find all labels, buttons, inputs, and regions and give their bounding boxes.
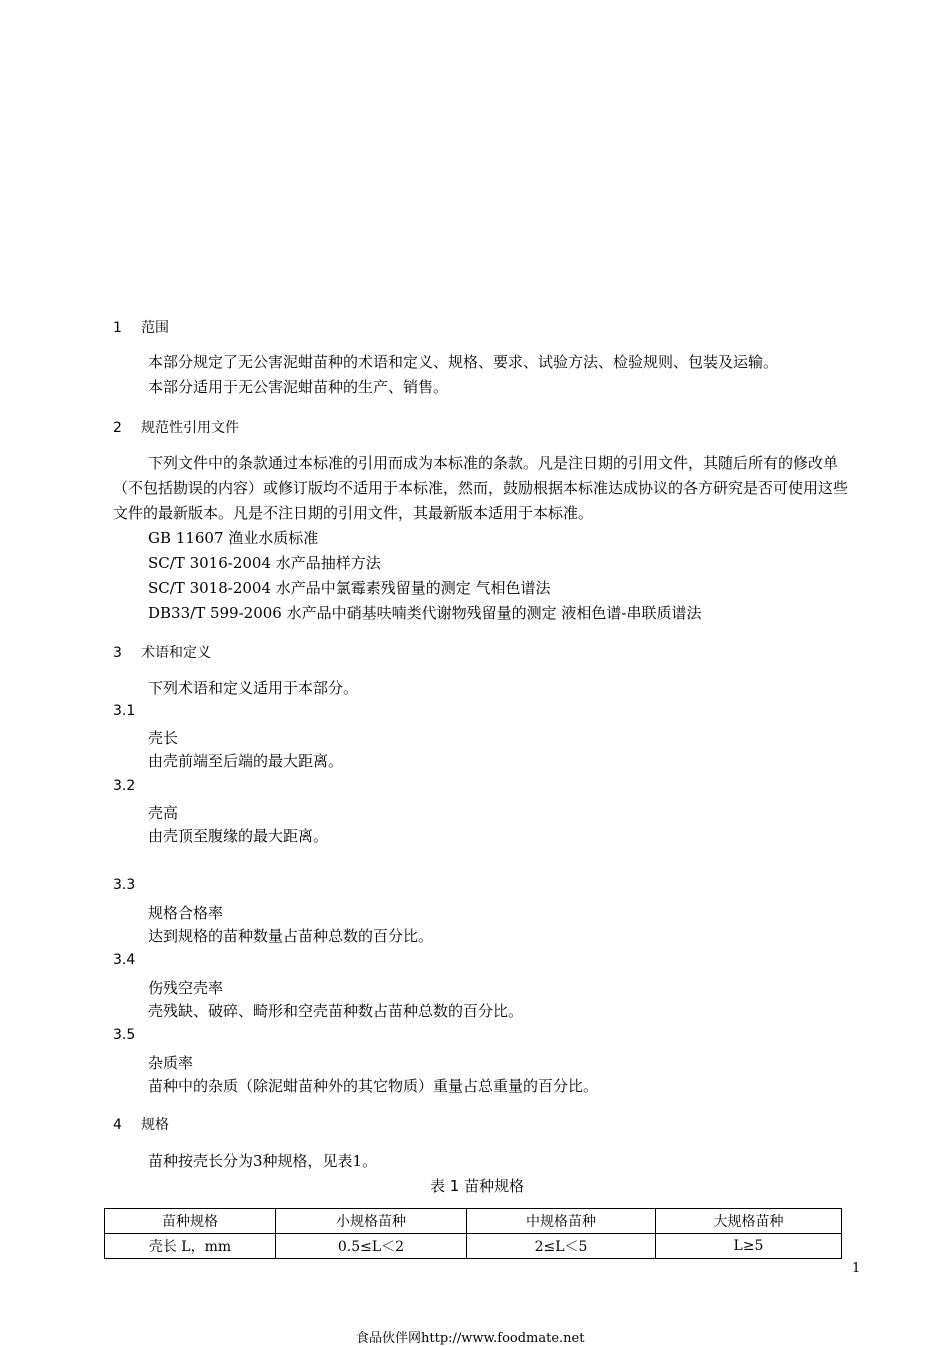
term-name: 杂质率 xyxy=(148,1054,194,1072)
term-name: 壳长 xyxy=(148,729,179,747)
term-name: 伤残空壳率 xyxy=(148,979,224,997)
spec-table xyxy=(104,1208,842,1259)
term-name: 规格合格率 xyxy=(148,904,224,922)
page-number: 1 xyxy=(852,1261,861,1276)
footer-source: 食品伙伴网http://www.foodmate.net xyxy=(356,1331,585,1346)
table-header-cell: 小规格苗种 xyxy=(276,1209,467,1234)
table-header-cell: 大规格苗种 xyxy=(656,1209,842,1234)
scope-paragraph-1: 本部分规定了无公害泥蚶苗种的术语和定义、规格、要求、试验方法、检验规则、包装及运输。 xyxy=(148,353,779,371)
section-number: 4 xyxy=(113,1117,122,1133)
table-header-row xyxy=(105,1209,842,1234)
table-header-cell: 中规格苗种 xyxy=(467,1209,656,1234)
term-definition: 壳残缺、破碎、畸形和空壳苗种数占苗种总数的百分比。 xyxy=(148,1002,524,1020)
definitions-intro: 下列术语和定义适用于本部分。 xyxy=(148,679,359,697)
section-number: 3 xyxy=(113,645,122,661)
spec-intro: 苗种按壳长分为3种规格，见表1。 xyxy=(148,1152,378,1170)
section-3-heading xyxy=(113,642,211,662)
table-header-cell: 苗种规格 xyxy=(105,1209,276,1234)
table-cell: 2≤L＜5 xyxy=(467,1234,656,1259)
term-number: 3.5 xyxy=(113,1027,136,1043)
normative-references-paragraph xyxy=(113,451,861,526)
table-row xyxy=(105,1234,842,1259)
term-name: 壳高 xyxy=(148,804,179,822)
section-number: 2 xyxy=(113,420,122,436)
term-definition: 苗种中的杂质（除泥蚶苗种外的其它物质）重量占总重量的百分比。 xyxy=(148,1077,599,1095)
section-1-heading xyxy=(113,317,169,337)
term-number: 3.2 xyxy=(113,778,136,794)
table-cell: L≥5 xyxy=(656,1234,842,1259)
paragraph-text: 下列文件中的条款通过本标准的引用而成为本标准的条款。凡是注日期的引用文件，其随后所有的修改单（不包括勘误的内容）或修订版均不适用于本标准，然而，鼓励根据本标准达成协议的各方研究是否可使用这些文件的最新版本。凡是不注日期的引用文件，其最新版本适用于本标准。 xyxy=(113,454,849,522)
table-cell: 壳长 L，mm xyxy=(105,1234,276,1259)
reference-item: GB 11607 渔业水质标准 xyxy=(148,529,319,547)
term-definition: 由壳顶至腹缘的最大距离。 xyxy=(148,827,329,845)
section-2-heading xyxy=(113,417,239,437)
term-definition: 由壳前端至后端的最大距离。 xyxy=(148,752,344,770)
section-title: 术语和定义 xyxy=(141,645,211,661)
term-number: 3.4 xyxy=(113,952,136,968)
scope-paragraph-2: 本部分适用于无公害泥蚶苗种的生产、销售。 xyxy=(148,378,449,396)
term-number: 3.3 xyxy=(113,877,136,893)
section-title: 规范性引用文件 xyxy=(141,420,239,436)
reference-item: DB33/T 599-2006 水产品中硝基呋喃类代谢物残留量的测定 液相色谱-串联质谱法 xyxy=(148,604,702,622)
section-title: 范围 xyxy=(141,320,169,336)
reference-item: SC/T 3016-2004 水产品抽样方法 xyxy=(148,554,381,572)
term-number: 3.1 xyxy=(113,703,136,719)
section-number: 1 xyxy=(113,320,122,336)
term-definition: 达到规格的苗种数量占苗种总数的百分比。 xyxy=(148,927,434,945)
reference-item: SC/T 3018-2004 水产品中氯霉素残留量的测定 气相色谱法 xyxy=(148,579,551,597)
table-caption: 表 1 苗种规格 xyxy=(430,1177,525,1195)
section-title: 规格 xyxy=(141,1117,169,1133)
section-4-heading xyxy=(113,1114,169,1134)
table-cell: 0.5≤L＜2 xyxy=(276,1234,467,1259)
